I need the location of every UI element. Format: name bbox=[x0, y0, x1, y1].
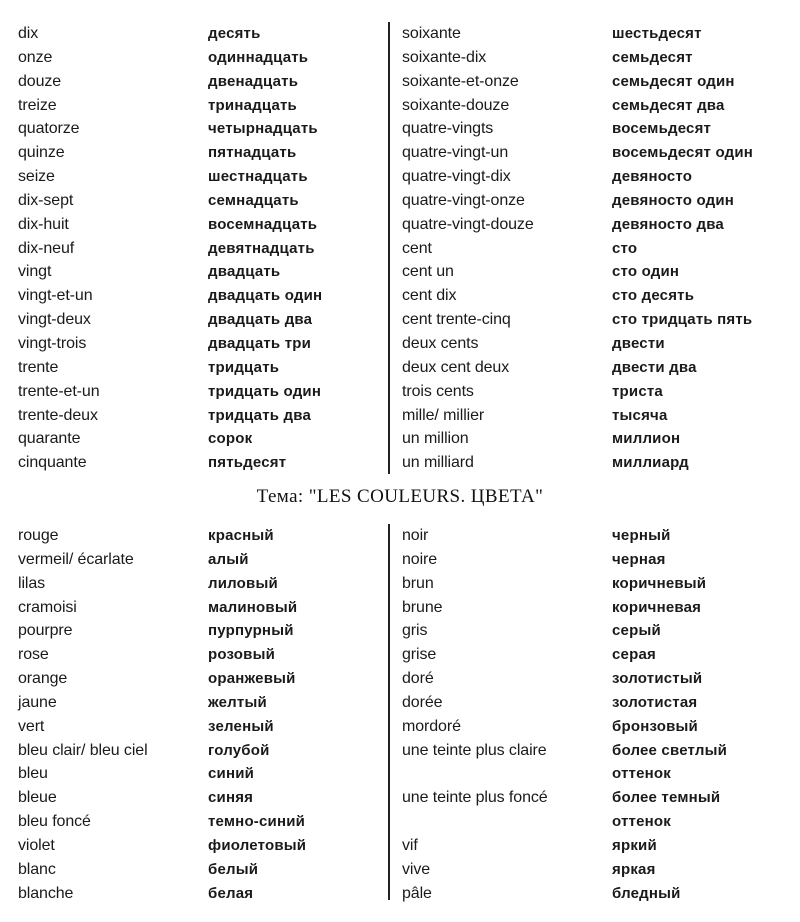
russian-term: черная bbox=[612, 550, 666, 568]
russian-term: восемьдесят один bbox=[612, 144, 754, 162]
russian-term: семьдесят два bbox=[612, 96, 725, 114]
french-term: bleu clair/ bleu ciel bbox=[18, 741, 148, 759]
french-term: deux cent deux bbox=[402, 358, 510, 376]
russian-term: бледный bbox=[612, 884, 681, 902]
russian-term: двести bbox=[612, 334, 665, 352]
russian-term: шестнадцать bbox=[208, 168, 308, 186]
french-term: vert bbox=[18, 717, 45, 735]
russian-term: яркая bbox=[612, 860, 656, 878]
russian-term: более темный bbox=[612, 789, 721, 807]
french-term: gris bbox=[402, 622, 428, 640]
russian-term: яркий bbox=[612, 836, 657, 854]
french-term: dix-sept bbox=[18, 191, 74, 209]
russian-term: двадцать один bbox=[208, 287, 323, 305]
french-term: cinquante bbox=[18, 454, 87, 472]
russian-term: сто bbox=[612, 239, 638, 257]
russian-term: тысяча bbox=[612, 406, 668, 424]
french-term: quatre-vingt-onze bbox=[402, 191, 525, 209]
french-term: bleue bbox=[18, 789, 57, 807]
french-term: vingt-et-un bbox=[18, 287, 93, 305]
russian-term: семьдесят один bbox=[612, 72, 735, 90]
colors-french-col-2 bbox=[402, 524, 607, 906]
french-term: trois cents bbox=[402, 382, 474, 400]
russian-term: пурпурный bbox=[208, 622, 294, 640]
numbers-french-col-1 bbox=[18, 22, 198, 475]
french-term: orange bbox=[18, 670, 68, 688]
french-term: quinze bbox=[18, 144, 65, 162]
french-term: grise bbox=[402, 646, 437, 664]
russian-term: серая bbox=[612, 646, 656, 664]
french-term: cent bbox=[402, 239, 432, 257]
russian-term: семнадцать bbox=[208, 191, 299, 209]
russian-term: розовый bbox=[208, 646, 276, 664]
russian-term: десять bbox=[208, 25, 261, 42]
french-term: quatorze bbox=[18, 120, 80, 138]
french-term: dix bbox=[18, 25, 39, 42]
russian-term: двенадцать bbox=[208, 72, 299, 90]
russian-term: двадцать два bbox=[208, 311, 313, 329]
colors-russian-col-2 bbox=[612, 524, 797, 906]
french-term: soixante-et-onze bbox=[402, 72, 519, 90]
russian-term: лиловый bbox=[208, 574, 278, 592]
russian-term: девятнадцать bbox=[208, 239, 315, 257]
french-term: vingt-trois bbox=[18, 334, 87, 352]
russian-term: коричневый bbox=[612, 574, 707, 592]
french-term: dix-neuf bbox=[18, 239, 75, 257]
french-term: dorée bbox=[402, 693, 443, 711]
russian-term: серый bbox=[612, 622, 661, 640]
russian-term: девяносто bbox=[612, 168, 693, 186]
french-term: cent trente-cinq bbox=[402, 311, 511, 329]
french-term: quatre-vingt-dix bbox=[402, 168, 511, 186]
french-term: un million bbox=[402, 430, 469, 448]
russian-term: шестьдесят bbox=[612, 25, 702, 42]
french-term: quatre-vingt-un bbox=[402, 144, 509, 162]
french-term: lilas bbox=[18, 574, 46, 592]
french-term: pourpre bbox=[18, 622, 73, 640]
french-term: trente-et-un bbox=[18, 382, 100, 400]
french-term: violet bbox=[18, 836, 55, 854]
french-term: pâle bbox=[402, 884, 432, 902]
russian-term: белая bbox=[208, 884, 254, 902]
french-term: noire bbox=[402, 550, 438, 568]
french-term bbox=[402, 810, 607, 834]
french-term: onze bbox=[18, 48, 53, 66]
russian-term: пятьдесят bbox=[208, 454, 287, 472]
russian-term: более светлый bbox=[612, 741, 728, 759]
french-term: blanc bbox=[18, 860, 56, 878]
russian-term: золотистая bbox=[612, 693, 698, 711]
russian-term: четырнадцать bbox=[208, 120, 318, 138]
russian-term: золотистый bbox=[612, 670, 703, 688]
russian-term: синий bbox=[208, 765, 255, 783]
colors-column-divider bbox=[388, 524, 390, 900]
russian-term: сто десять bbox=[612, 287, 695, 305]
french-term: un milliard bbox=[402, 454, 474, 472]
russian-term: девяносто один bbox=[612, 191, 735, 209]
numbers-column-divider bbox=[388, 22, 390, 474]
russian-term: алый bbox=[208, 550, 249, 568]
numbers-russian-col-2 bbox=[612, 22, 797, 475]
french-term: brune bbox=[402, 598, 443, 616]
french-term: doré bbox=[402, 670, 434, 688]
russian-term: семьдесят bbox=[612, 48, 693, 66]
french-term: seize bbox=[18, 168, 55, 186]
russian-term: темно-синий bbox=[208, 813, 306, 831]
french-term: treize bbox=[18, 96, 57, 114]
french-term: bleu foncé bbox=[18, 813, 91, 831]
russian-term: коричневая bbox=[612, 598, 702, 616]
russian-term: голубой bbox=[208, 741, 270, 759]
french-term: vingt bbox=[18, 263, 52, 281]
numbers-russian-col-1 bbox=[208, 22, 378, 475]
colors-heading: Тема: "LES COULEURS. ЦВЕТА" bbox=[256, 486, 544, 507]
russian-term: сто тридцать пять bbox=[612, 311, 753, 329]
russian-term: двадцать bbox=[208, 263, 281, 281]
russian-term: сорок bbox=[208, 430, 253, 448]
russian-term: белый bbox=[208, 860, 259, 878]
russian-term: триста bbox=[612, 382, 663, 400]
french-term: brun bbox=[402, 574, 434, 592]
french-term: soixante-dix bbox=[402, 48, 487, 66]
french-term: mille/ millier bbox=[402, 406, 485, 424]
french-term: vingt-deux bbox=[18, 311, 91, 329]
russian-term: восемьдесят bbox=[612, 120, 712, 138]
french-term: trente-deux bbox=[18, 406, 98, 424]
russian-term: оттенок bbox=[612, 813, 671, 831]
russian-term: синяя bbox=[208, 789, 254, 807]
numbers-section bbox=[0, 22, 800, 482]
french-term: blanche bbox=[18, 884, 74, 902]
russian-term: двадцать три bbox=[208, 334, 312, 352]
french-term: soixante bbox=[402, 25, 461, 42]
colors-section bbox=[0, 524, 800, 914]
french-term: cramoisi bbox=[18, 598, 77, 616]
russian-term: двести два bbox=[612, 358, 697, 376]
russian-term: пятнадцать bbox=[208, 144, 297, 162]
russian-term: одиннадцать bbox=[208, 48, 309, 66]
russian-term: восемнадцать bbox=[208, 215, 318, 233]
french-term: quatre-vingts bbox=[402, 120, 494, 138]
russian-term: желтый bbox=[208, 693, 267, 711]
russian-term: тридцать два bbox=[208, 406, 312, 424]
russian-term: красный bbox=[208, 527, 274, 544]
russian-term: малиновый bbox=[208, 598, 298, 616]
russian-term: девяносто два bbox=[612, 215, 724, 233]
russian-term: оранжевый bbox=[208, 670, 296, 688]
french-term: quarante bbox=[18, 430, 81, 448]
french-term: une teinte plus foncé bbox=[402, 789, 548, 807]
french-term: vive bbox=[402, 860, 431, 878]
russian-term: тридцать один bbox=[208, 382, 322, 400]
french-term: quatre-vingt-douze bbox=[402, 215, 534, 233]
french-term: douze bbox=[18, 72, 62, 90]
french-term: deux cents bbox=[402, 334, 479, 352]
russian-term: черный bbox=[612, 527, 671, 544]
french-term: rouge bbox=[18, 527, 59, 544]
french-term: vif bbox=[402, 836, 418, 854]
french-term bbox=[402, 762, 607, 786]
russian-term: миллиард bbox=[612, 454, 689, 472]
russian-term: тридцать bbox=[208, 358, 280, 376]
french-term: trente bbox=[18, 358, 59, 376]
russian-term: миллион bbox=[612, 430, 681, 448]
french-term: mordoré bbox=[402, 717, 461, 735]
russian-term: тринадцать bbox=[208, 96, 297, 114]
french-term: dix-huit bbox=[18, 215, 69, 233]
russian-term: зеленый bbox=[208, 717, 274, 735]
french-term: jaune bbox=[18, 693, 57, 711]
french-term: noir bbox=[402, 527, 429, 544]
french-term: vermeil/ écarlate bbox=[18, 550, 134, 568]
french-term: rose bbox=[18, 646, 49, 664]
russian-term: оттенок bbox=[612, 765, 671, 783]
french-term: soixante-douze bbox=[402, 96, 510, 114]
colors-french-col-1 bbox=[18, 524, 198, 906]
french-term: bleu bbox=[18, 765, 48, 783]
russian-term: бронзовый bbox=[612, 717, 698, 735]
french-term: cent un bbox=[402, 263, 454, 281]
french-term: cent dix bbox=[402, 287, 457, 305]
russian-term: сто один bbox=[612, 263, 680, 281]
russian-term: фиолетовый bbox=[208, 836, 307, 854]
numbers-french-col-2 bbox=[402, 22, 607, 475]
colors-russian-col-1 bbox=[208, 524, 378, 906]
french-term: une teinte plus claire bbox=[402, 741, 547, 759]
